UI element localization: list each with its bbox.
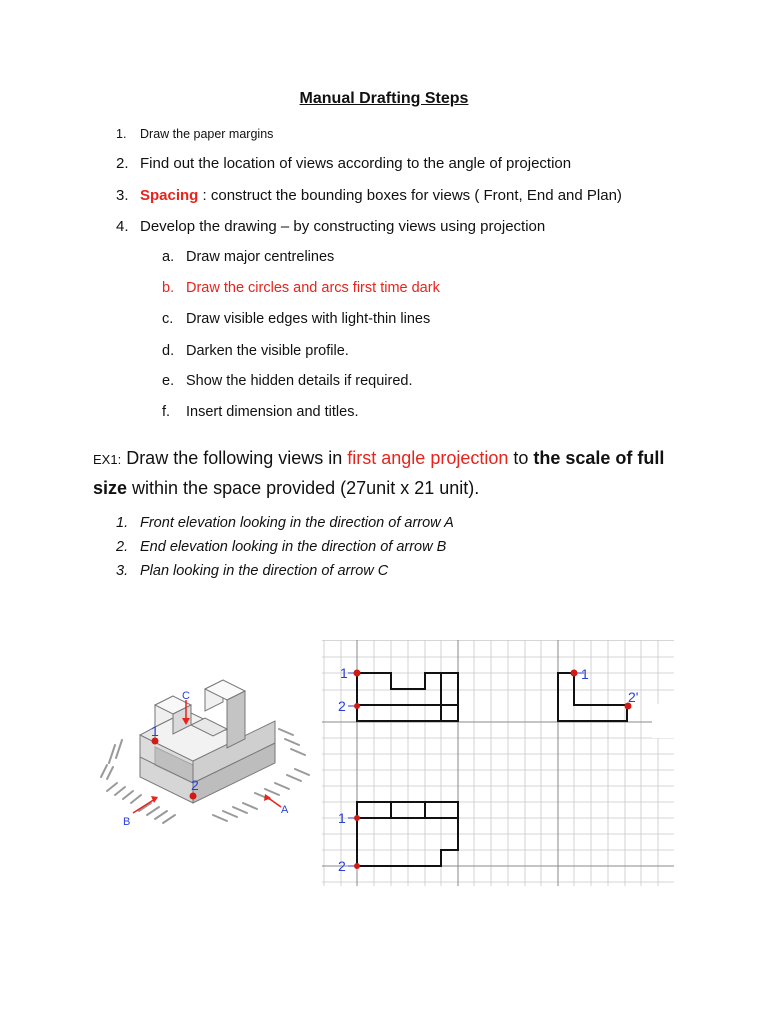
end-view <box>558 673 627 721</box>
spacing-highlight: Spacing <box>140 187 199 204</box>
label-b: B <box>123 816 131 828</box>
marker-leaders <box>348 673 584 866</box>
task-2 <box>116 539 446 555</box>
substep-letter: e. <box>162 373 175 389</box>
end-label-1: 1 <box>581 666 589 682</box>
page-title: Manual Drafting Steps <box>299 90 469 107</box>
substep-letter: a. <box>162 249 175 265</box>
step-number: 3. <box>116 187 129 204</box>
plan-point-1 <box>354 815 360 821</box>
substep-text: Draw major centrelines <box>186 249 335 265</box>
exercise-prompt <box>93 444 693 503</box>
step-number: 1. <box>116 127 127 141</box>
grid-minor <box>322 640 674 886</box>
projection-highlight: first angle projection <box>347 448 509 468</box>
task-number: 2. <box>116 539 129 555</box>
step-3 <box>116 187 622 204</box>
substep-a <box>162 249 334 265</box>
block-shape <box>140 680 275 803</box>
step-text: Develop the drawing – by constructing views using projection <box>140 218 546 235</box>
substep-text: Show the hidden details if required. <box>186 373 413 389</box>
substep-text: Draw the circles and arcs first time dark <box>186 280 440 296</box>
label-point-2: 2 <box>191 777 199 793</box>
task-number: 1. <box>116 515 129 531</box>
front-view <box>357 673 458 721</box>
step-text: : construct the bounding boxes for views ( Front, End and Plan) <box>198 187 622 204</box>
step-text: Find out the location of views according to the angle of projection <box>140 155 572 172</box>
task-1 <box>116 515 454 531</box>
task-3 <box>116 563 388 579</box>
substep-e <box>162 373 413 389</box>
front-point-2 <box>354 703 360 709</box>
step-number: 4. <box>116 218 129 235</box>
task-text: Front elevation looking in the direction of arrow A <box>140 515 454 531</box>
plan-label-2: 2 <box>338 858 346 874</box>
label-c: C <box>182 690 190 702</box>
step-4 <box>116 218 545 235</box>
grid-gap <box>652 704 674 738</box>
exercise-text-2: to <box>508 448 534 468</box>
end-point-1 <box>571 670 578 677</box>
front-label-2: 2 <box>338 698 346 714</box>
substep-letter: f. <box>162 404 171 420</box>
substep-letter: d. <box>162 343 175 359</box>
point-2-marker <box>190 793 197 800</box>
isometric-drawing <box>95 665 325 835</box>
substep-text: Draw visible edges with light-thin lines <box>186 311 431 327</box>
grid-major <box>322 640 674 886</box>
substep-letter: b. <box>162 280 175 296</box>
step-1 <box>116 127 273 141</box>
front-label-1: 1 <box>340 665 348 681</box>
exercise-text-3: within the space provided (27unit x 21 unit). <box>127 478 480 498</box>
substep-text: Darken the visible profile. <box>186 343 349 359</box>
substep-f <box>162 404 358 420</box>
step-text: Draw the paper margins <box>140 127 274 141</box>
projection-grid <box>322 640 674 886</box>
substep-c <box>162 311 430 327</box>
task-text: End elevation looking in the direction of arrow B <box>140 539 447 555</box>
label-point-1: 1 <box>151 723 159 739</box>
substep-letter: c. <box>162 311 174 327</box>
task-number: 3. <box>116 563 129 579</box>
substep-text: Insert dimension and titles. <box>186 404 359 420</box>
substep-d <box>162 343 349 359</box>
substep-b <box>162 280 440 296</box>
plan-label-1: 1 <box>338 810 346 826</box>
exercise-label: EX1: <box>93 452 122 467</box>
arrow-a <box>264 794 281 807</box>
front-point-1 <box>354 670 361 677</box>
step-number: 2. <box>116 155 129 172</box>
task-text: Plan looking in the direction of arrow C <box>140 563 389 579</box>
end-label-2: 2' <box>628 689 639 705</box>
label-a: A <box>281 804 289 816</box>
exercise-text-1: Draw the following views in <box>121 448 348 468</box>
step-2 <box>116 155 571 172</box>
scale-highlight: the scale of full size <box>93 448 665 498</box>
plan-point-2 <box>354 863 360 869</box>
